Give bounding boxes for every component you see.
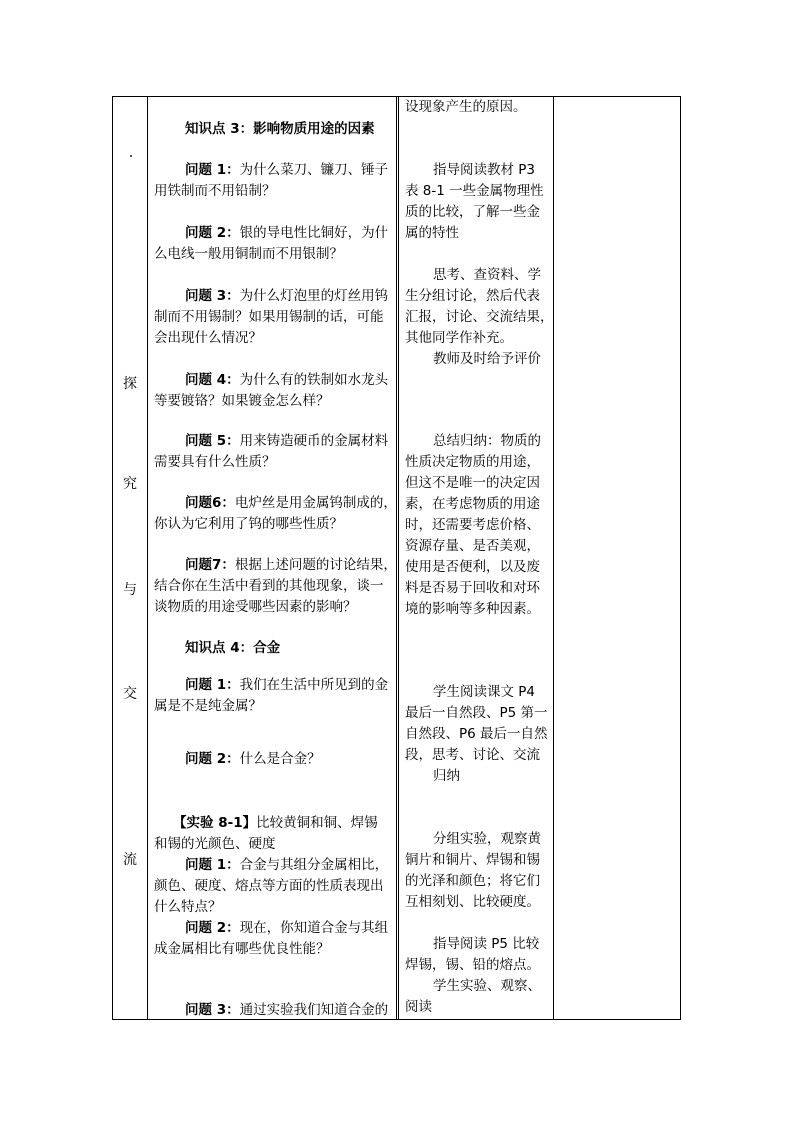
activity-text: 铜片和铜片、焊锡和锡 bbox=[405, 852, 540, 868]
question-text: 通过实验我们知道合金的 bbox=[239, 1002, 389, 1018]
question-text: 么电线一般用铜制而不用银制？ bbox=[154, 246, 343, 262]
question-text: 属是不是纯金属？ bbox=[154, 698, 262, 714]
activity-text: 归纳 bbox=[433, 768, 460, 784]
activity-text: 指导阅读 P5 比较 bbox=[433, 936, 540, 952]
column-divider bbox=[147, 97, 148, 1019]
question-text: 我们在生活中所见到的金 bbox=[239, 677, 389, 693]
side-label-char: 交 bbox=[123, 686, 137, 702]
activity-text: 汇报，讨论、交流结果， bbox=[405, 309, 554, 325]
question-label: 问题 3： bbox=[185, 288, 240, 304]
question-label: 问题 1： bbox=[185, 677, 240, 693]
activity-text: 其他同学作补充。 bbox=[405, 330, 513, 346]
question-text: 什么特点？ bbox=[154, 899, 222, 915]
question-text: 谈物质的用途受哪些因素的影响？ bbox=[154, 599, 357, 615]
question-2 bbox=[185, 223, 388, 244]
kp4-question-1 bbox=[185, 675, 388, 696]
question-text: 用来铸造硬币的金属材料 bbox=[239, 433, 389, 449]
question-text: 银的导电性比铜好，为什 bbox=[239, 225, 389, 241]
side-label-char: 流 bbox=[123, 852, 137, 868]
marker-dot bbox=[130, 155, 132, 157]
question-text: 等要镀铬？如果镀金怎么样？ bbox=[154, 393, 330, 409]
question-1 bbox=[185, 160, 388, 181]
question-label: 问题 3： bbox=[185, 1002, 240, 1018]
question-text: 根据上述问题的讨论结果， bbox=[234, 557, 397, 573]
experiment-question-1 bbox=[185, 855, 388, 876]
activity-text: 属的特性 bbox=[405, 225, 459, 241]
activity-text: 但这不是唯一的决定因 bbox=[405, 475, 540, 491]
experiment-8-1 bbox=[173, 813, 378, 834]
knowledge-point-4-heading: 知识点 4：合金 bbox=[185, 640, 281, 656]
question-text: 成金属相比有哪些优良性能？ bbox=[154, 941, 330, 957]
activity-text: 资源存量、是否美观， bbox=[405, 538, 540, 554]
activity-text: 质的比较，了解一些金 bbox=[405, 204, 540, 220]
activity-text: 互相刻划、比较硬度。 bbox=[405, 894, 540, 910]
question-text: 结合你在生活中看到的其他现象，谈一 bbox=[154, 578, 384, 594]
activity-text: 学生阅读课文 P4 bbox=[433, 684, 536, 700]
experiment-text: 比较黄铜和铜、焊锡 bbox=[256, 815, 378, 831]
activity-text: 阅读 bbox=[405, 999, 432, 1015]
activity-text: 表 8-1 一些金属物理性 bbox=[405, 183, 544, 199]
activity-text: 分组实验，观察黄 bbox=[433, 831, 541, 847]
activity-text: 自然段、P6 最后一自然 bbox=[405, 726, 548, 742]
activity-text: 的光泽和颜色；将它们 bbox=[405, 873, 540, 889]
question-text: 颜色、硬度、熔点等方面的性质表现出 bbox=[154, 878, 384, 894]
question-label: 问题 2： bbox=[185, 225, 240, 241]
activity-text: 最后一自然段、P5 第一 bbox=[405, 705, 548, 721]
activity-text: 指导阅读教材 P3 bbox=[433, 162, 536, 178]
side-label-char: 究 bbox=[123, 476, 137, 492]
column-divider bbox=[553, 97, 554, 1019]
question-text: 现在，你知道合金与其组 bbox=[239, 920, 389, 936]
activity-text: 素，在考虑物质的用途 bbox=[405, 496, 540, 512]
question-text: 为什么菜刀、镰刀、锤子 bbox=[239, 162, 389, 178]
question-label: 问题6： bbox=[185, 495, 235, 511]
question-6 bbox=[185, 493, 397, 514]
activity-text: 境的影响等多种因素。 bbox=[405, 601, 540, 617]
experiment-question-3 bbox=[185, 1000, 388, 1021]
activity-text: 性质决定物质的用途， bbox=[405, 454, 540, 470]
experiment-text: 和锡的光颜色、硬度 bbox=[154, 836, 276, 852]
question-text: 合金与其组分金属相比， bbox=[239, 857, 389, 873]
side-label-char: 与 bbox=[123, 582, 137, 598]
question-7 bbox=[185, 555, 397, 576]
side-label-char: 探 bbox=[123, 376, 137, 392]
question-5 bbox=[185, 431, 388, 452]
experiment-label: 【实验 8-1】 bbox=[173, 815, 257, 831]
question-label: 问题 2： bbox=[185, 920, 240, 936]
question-text: 什么是合金？ bbox=[239, 751, 321, 767]
experiment-question-2 bbox=[185, 918, 388, 939]
question-3 bbox=[185, 286, 388, 307]
activity-text: 时，还需要考虑价格、 bbox=[405, 517, 540, 533]
activity-text: 生分组讨论，然后代表 bbox=[405, 288, 540, 304]
activity-text: 使用是否便利，以及废 bbox=[405, 559, 540, 575]
question-label: 问题 2： bbox=[185, 751, 240, 767]
question-4 bbox=[185, 370, 388, 391]
activity-text: 思考、查资料、学 bbox=[433, 267, 541, 283]
activity-text: 教师及时给予评价 bbox=[433, 351, 541, 367]
activity-text: 设现象产生的原因。 bbox=[405, 99, 527, 115]
activity-text: 学生实验、观察、 bbox=[433, 978, 541, 994]
activity-text: 焊锡，锡、铅的熔点。 bbox=[405, 957, 540, 973]
activity-text: 段，思考、讨论、交流 bbox=[405, 747, 540, 763]
activity-text: 总结归纳：物质的 bbox=[433, 433, 541, 449]
question-text: 需要具有什么性质？ bbox=[154, 454, 276, 470]
lesson-table bbox=[112, 96, 681, 1020]
question-text: 会出现什么情况？ bbox=[154, 330, 262, 346]
question-label: 问题7： bbox=[185, 557, 235, 573]
question-label: 问题 4： bbox=[185, 372, 240, 388]
question-label: 问题 1： bbox=[185, 162, 240, 178]
question-text: 用铁制而不用铅制？ bbox=[154, 183, 276, 199]
question-text: 为什么有的铁制如水龙头 bbox=[239, 372, 389, 388]
question-text: 电炉丝是用金属钨制成的， bbox=[234, 495, 397, 511]
activity-text: 料是否易于回收和对环 bbox=[405, 580, 540, 596]
question-text: 为什么灯泡里的灯丝用钨 bbox=[239, 288, 389, 304]
question-label: 问题 5： bbox=[185, 433, 240, 449]
kp4-question-2 bbox=[185, 749, 321, 770]
question-text: 你认为它利用了钨的哪些性质？ bbox=[154, 516, 343, 532]
question-text: 制而不用锡制？如果用锡制的话，可能 bbox=[154, 309, 384, 325]
question-label: 问题 1： bbox=[185, 857, 240, 873]
knowledge-point-3-heading: 知识点 3：影响物质用途的因素 bbox=[185, 121, 375, 137]
